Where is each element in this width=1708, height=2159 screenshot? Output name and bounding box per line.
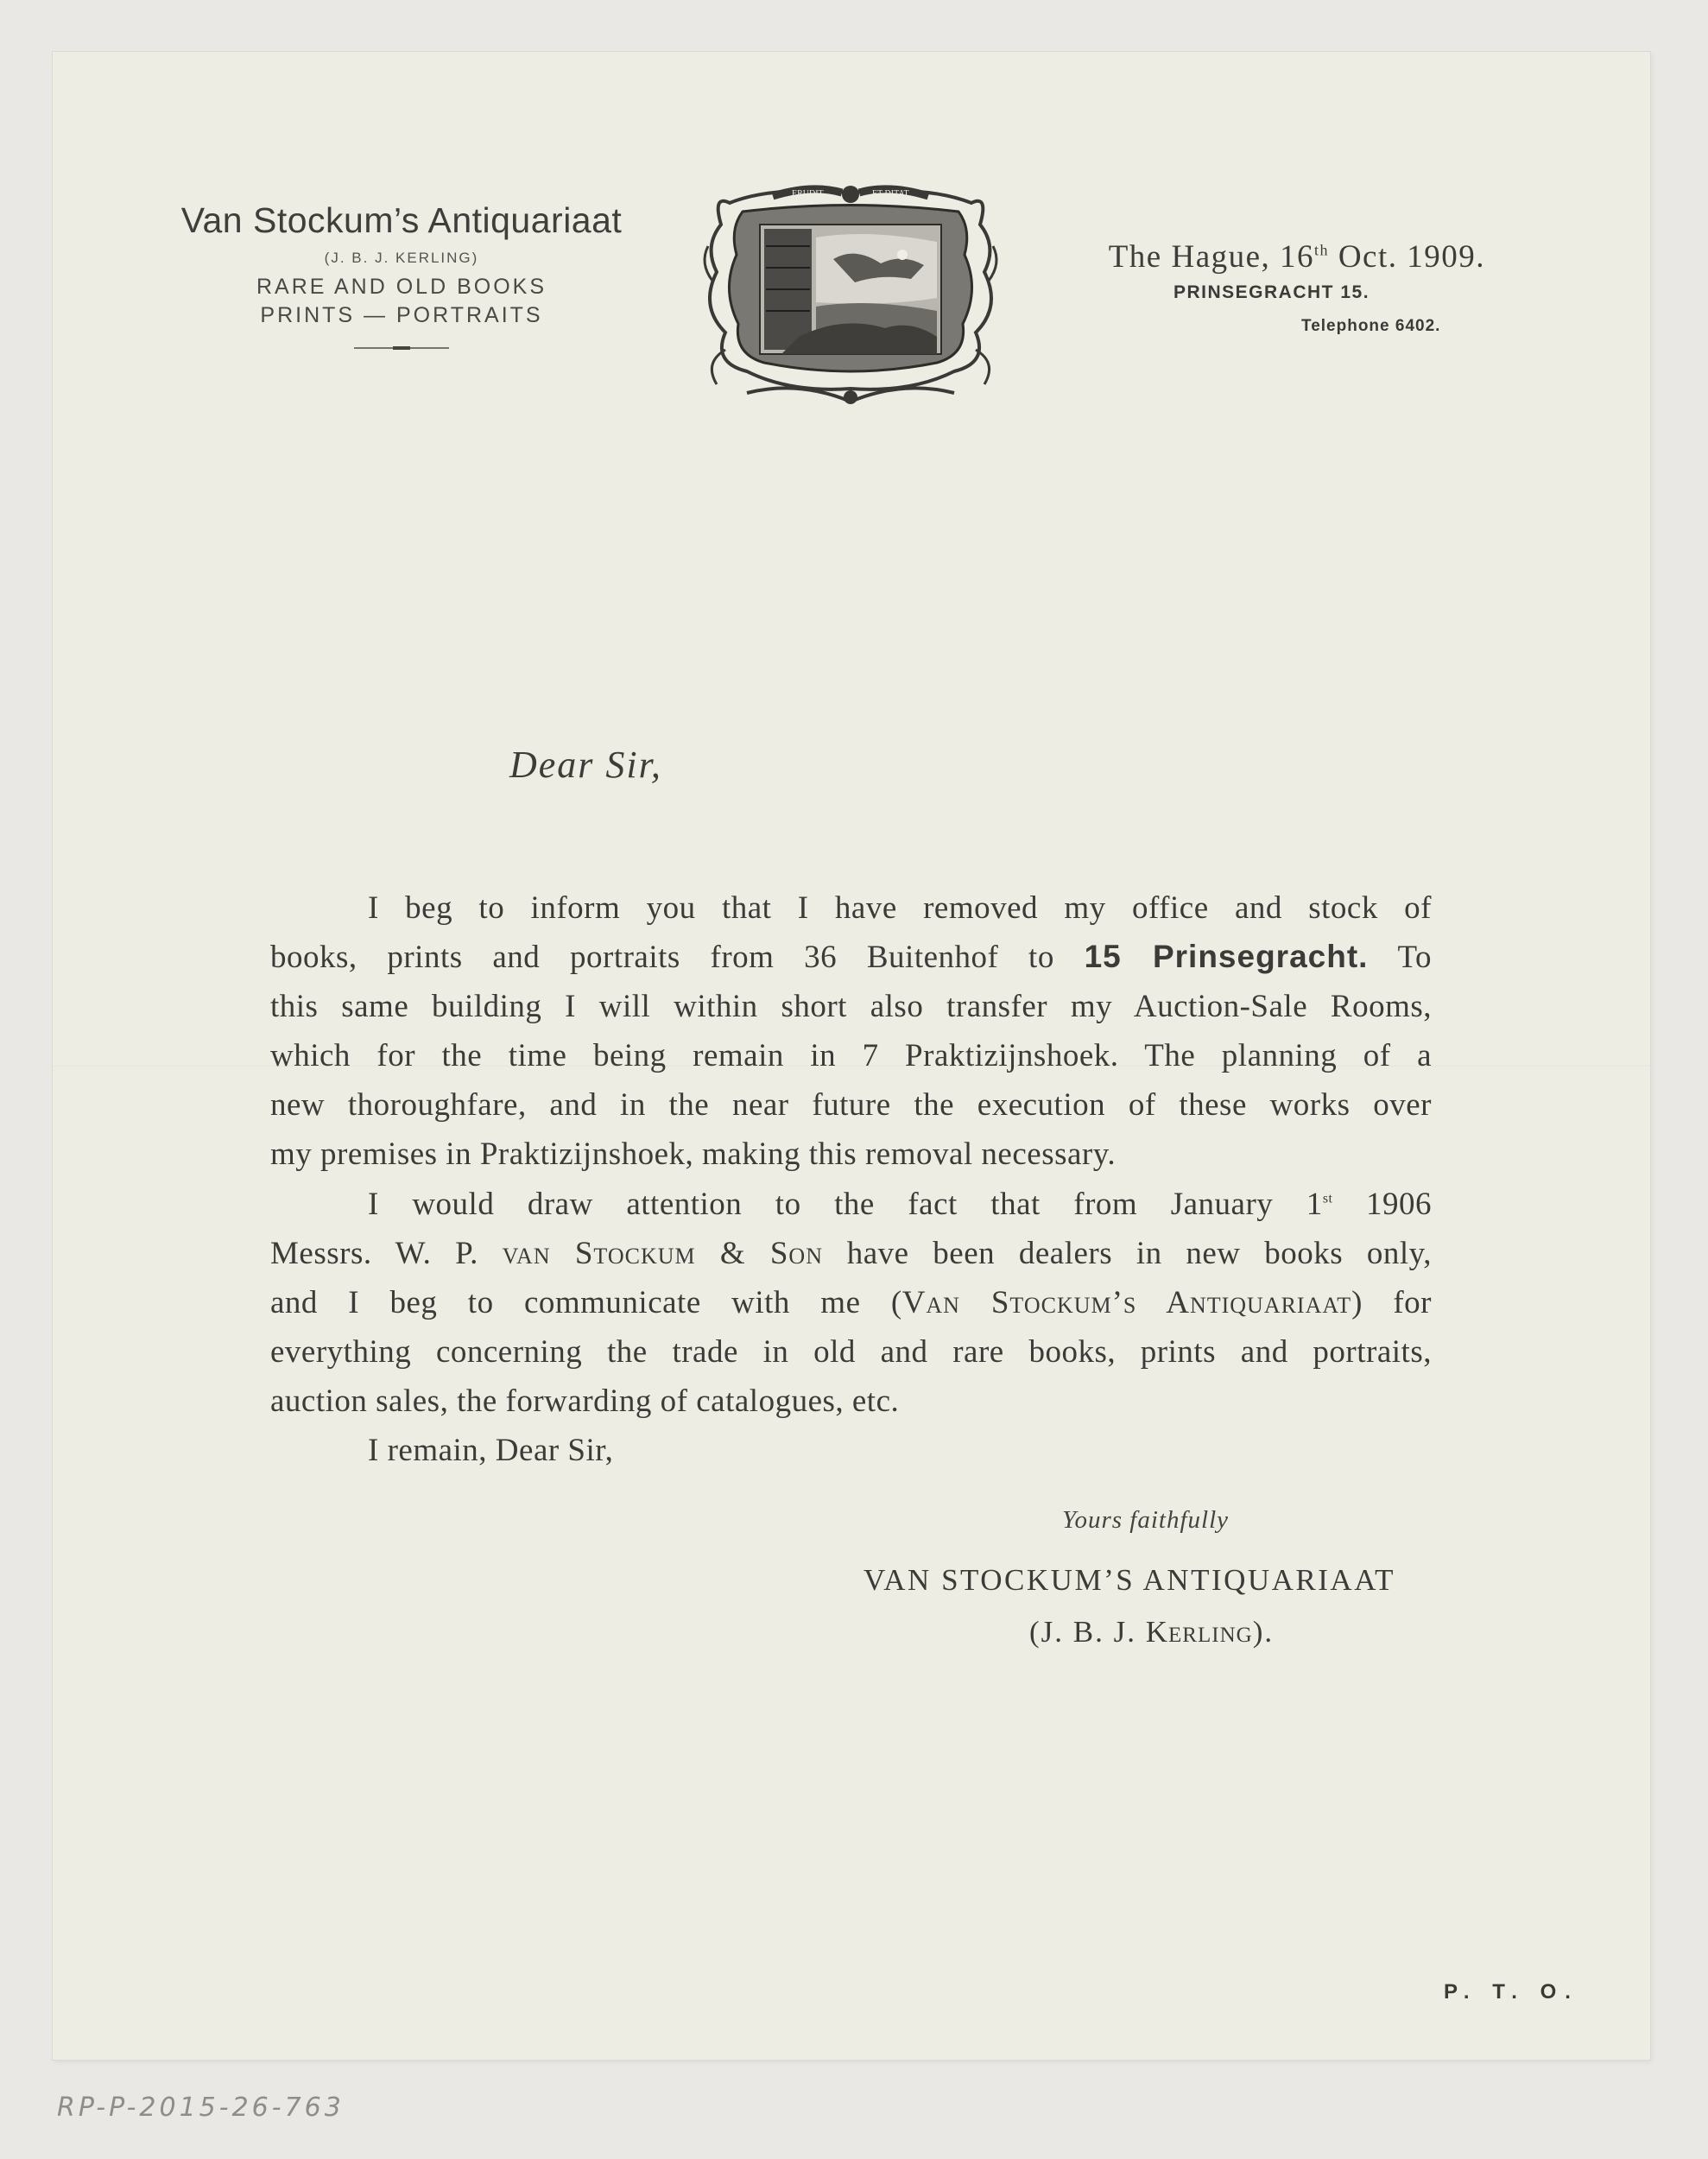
firm-line-books: RARE AND OLD BOOKS (256, 275, 547, 299)
signature-surname: Kerling (1145, 1615, 1253, 1649)
telephone-number: Telephone 6402. (1301, 317, 1441, 335)
remain-line: I remain, Dear Sir, (368, 1433, 614, 1468)
signature-end: ). (1252, 1615, 1275, 1649)
archive-number: RP-P-2015-26-763 (57, 2093, 345, 2123)
p1-line-4: which for the time being remain in 7 Praktizijnshoek. The planning of a (270, 1038, 1432, 1073)
p2-line-3-text: and I beg to communicate with me ( (270, 1285, 902, 1320)
place-date-month-year: Oct. 1909. (1329, 239, 1485, 275)
signature-initials: (J. B. J. (1029, 1615, 1146, 1649)
place-and-date (1036, 238, 1485, 275)
p1-line-2 (270, 939, 1432, 976)
p1-line-2-end: To (1368, 940, 1433, 975)
street-address: PRINSEGRACHT 15. (1173, 282, 1370, 302)
company-name-smallcaps: van Stockum & Son (502, 1236, 823, 1271)
signature-firm: VAN STOCKUM’S ANTIQUARIAAT (863, 1563, 1395, 1597)
p2-line-2-text: Messrs. W. P. (270, 1236, 503, 1271)
p2-line-2 (270, 1235, 1432, 1272)
p2-line-5: auction sales, the forwarding of catalogues, etc. (270, 1383, 900, 1419)
p2-line-3 (270, 1284, 1432, 1321)
signature-proprietor (1029, 1615, 1274, 1649)
salutation: Dear Sir, (509, 744, 662, 786)
p2-line-1-suffix: st (1322, 1191, 1333, 1206)
new-address-bold: 15 Prinsegracht. (1084, 939, 1369, 974)
letterhead-firm-block (177, 200, 626, 349)
please-turn-over: P. T. O. (1444, 1980, 1579, 2004)
p2-line-1-year: 1906 (1332, 1187, 1432, 1222)
p2-line-1-text: I would draw attention to the fact that from January 1 (368, 1187, 1323, 1222)
p2-line-2-end: have been dealers in new books only, (822, 1236, 1432, 1271)
firm-proprietor: (J. B. J. KERLING) (324, 250, 479, 266)
firm-line-prints: PRINTS — PORTRAITS (260, 303, 543, 327)
place-date-text: The Hague, 16 (1108, 239, 1315, 275)
p1-line-3: this same building I will within short also transfer my Auction-Sale Rooms, (270, 989, 1432, 1024)
p2-line-3-end: ) for (1351, 1285, 1432, 1320)
p1-line-1: I beg to inform you that I have removed my office and stock of (368, 890, 1432, 926)
closing-phrase: Yours faithfully (1062, 1506, 1230, 1534)
p1-line-2-text: books, prints and portraits from 36 Buitenhof to (270, 940, 1085, 975)
place-date-suffix: th (1314, 241, 1330, 259)
p2-line-4: everything concerning the trade in old and rare books, prints and portraits, (270, 1334, 1432, 1370)
p1-line-6: my premises in Praktizijnshoek, making this removal necessary. (270, 1136, 1117, 1172)
antiquariaat-smallcaps: Van Stockum’s Antiquariaat (901, 1285, 1352, 1320)
ornamental-rule (354, 347, 449, 349)
firm-name: Van Stockum’s Antiquariaat (180, 200, 623, 240)
p1-line-5: new thoroughfare, and in the near future the execution of these works over (270, 1087, 1432, 1123)
p2-line-1 (270, 1186, 1432, 1223)
emblem-motto-left: ERUDIT (792, 189, 824, 199)
emblem-engraving (695, 177, 1006, 406)
emblem-motto-right: ET DITAT (872, 189, 909, 199)
